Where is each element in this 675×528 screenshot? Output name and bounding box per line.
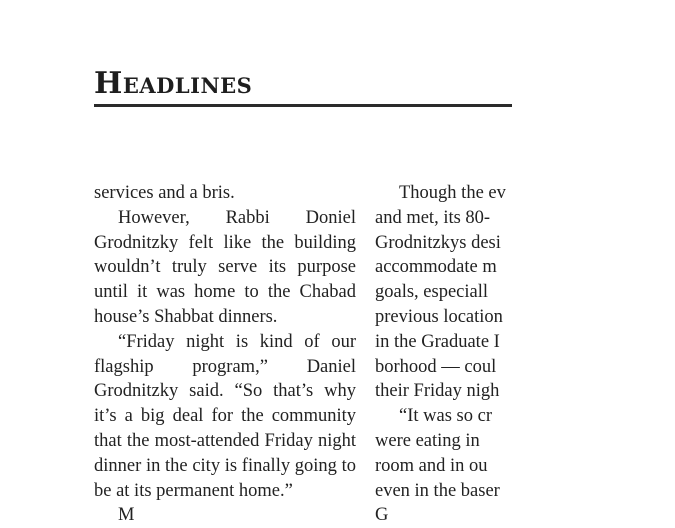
- heading-rule: [94, 104, 512, 107]
- column-line: Grodnitzkys desi: [375, 232, 501, 253]
- section-heading: Headlines: [94, 66, 253, 101]
- paragraph-2: However, Rabbi Doniel Grodnitzky felt like the building wouldn’t truly serve its purpose until it was home to the Chabad house’s Shabbat dinners.: [94, 207, 356, 327]
- column-line: Though the ev: [399, 183, 506, 203]
- column-line: borhood — coul: [375, 356, 497, 377]
- column-line: were eating in: [375, 430, 480, 451]
- column-line: in the Graduate I: [375, 331, 500, 352]
- column-line: goals, especiall: [375, 282, 489, 303]
- column-line: accommodate m: [375, 257, 497, 278]
- article-column-left: [94, 181, 356, 528]
- column-line: their Friday nigh: [375, 381, 500, 402]
- paragraph-3: “Friday night is kind of our flagship program,” Daniel Grodnitzky said. “So that’s why it’s a big deal for the community that the most-attended Friday night dinner in the city is finally going to be at its permanent home.”: [94, 331, 356, 501]
- column-line: room and in ou: [375, 455, 488, 476]
- column-line: G: [375, 505, 389, 526]
- article-column-right: [375, 181, 675, 528]
- column-line: and met, its 80-: [375, 207, 491, 228]
- column-line: “It was so cr: [399, 406, 492, 427]
- paragraph-1: services and a bris.: [94, 183, 235, 203]
- column-line: even in the baser: [375, 480, 500, 501]
- column-line: previous location: [375, 306, 503, 327]
- paragraph-4-partial: M: [118, 505, 135, 526]
